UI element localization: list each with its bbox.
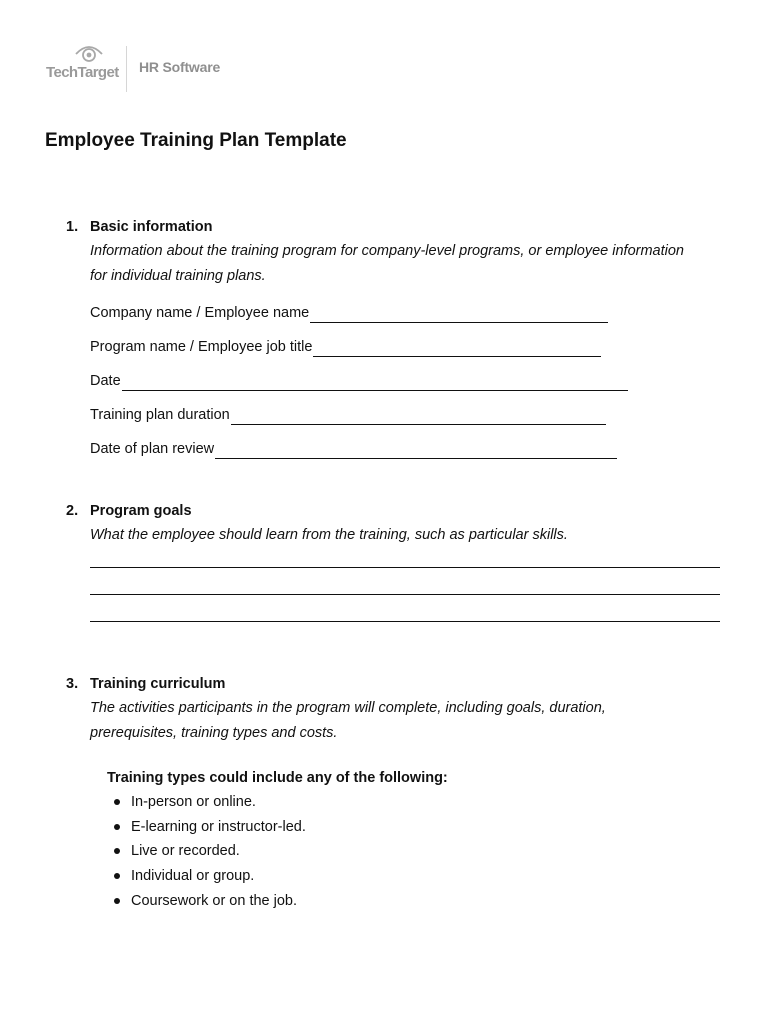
fill-in-line[interactable] [310,307,608,323]
fill-in-line[interactable] [313,341,601,357]
goal-line[interactable] [90,620,720,622]
field-date-of-plan-review [90,439,726,459]
section-title: Program goals [90,503,192,519]
section-basic-information [66,218,726,459]
fill-in-line[interactable] [122,375,628,391]
field-label: Training plan duration [90,407,230,423]
field-date [90,371,726,391]
field-label: Date of plan review [90,441,215,457]
product-name: HR Software [139,59,221,75]
techtarget-logo [46,44,118,88]
section-title: Basic information [90,219,213,235]
section-heading [66,502,726,520]
training-types-list [109,790,726,914]
eye-icon [74,44,104,66]
bullet-icon [114,848,120,854]
section-description: What the employee should learn from the training, such as particular skills. [90,527,568,543]
section-number: 2. [66,503,79,519]
section-training-curriculum [66,675,726,914]
section-program-goals [66,502,726,622]
list-item: Coursework or on the job. [109,889,726,914]
list-item: Live or recorded. [109,839,726,864]
page-title: Employee Training Plan Template [45,130,347,151]
bullet-icon [114,799,120,805]
logo-wordmark: TechTarget [46,64,119,81]
page-header [46,44,221,92]
section-number: 1. [66,219,79,235]
section-heading [66,675,726,693]
field-label: Program name / Employee job title [90,339,313,355]
field-training-plan-duration [90,405,726,425]
list-item: Individual or group. [109,864,726,889]
bullet-icon [114,824,120,830]
fill-in-line[interactable] [215,443,617,459]
fill-in-line[interactable] [231,409,606,425]
section-description: Information about the training program for company-level programs, or employee information for individual training plans. [90,243,684,284]
field-label: Company name / Employee name [90,305,310,321]
bullet-icon [114,873,120,879]
section-description: The activities participants in the program will complete, including goals, duration, prerequisites, training types and costs. [90,700,606,741]
section-number: 3. [66,676,79,692]
list-item: E-learning or instructor-led. [109,815,726,840]
field-program-name [90,337,726,357]
section-title: Training curriculum [90,676,226,692]
section-heading [66,218,726,236]
list-item: In-person or online. [109,790,726,815]
field-company-name [90,303,726,323]
training-types-heading: Training types could include any of the following: [107,770,448,786]
bullet-icon [114,898,120,904]
field-label: Date [90,373,121,389]
header-divider [126,46,127,92]
